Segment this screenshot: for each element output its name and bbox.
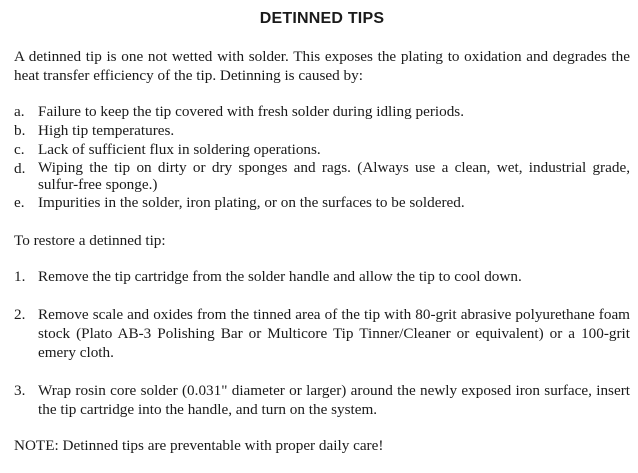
steps-list xyxy=(14,267,630,419)
causes-list xyxy=(14,102,630,212)
intro-paragraph: A detinned tip is one not wetted with solder. This exposes the plating to oxidation and degrades the heat transfer efficiency of the tip. Detinning is caused by: xyxy=(14,48,630,84)
step-item xyxy=(14,381,630,419)
list-item xyxy=(14,140,630,159)
page-title: DETINNED TIPS xyxy=(259,10,385,27)
list-item-text: High tip temperatures. xyxy=(38,122,175,139)
step-text: Remove scale and oxides from the tinned area of the tip with 80-grit abrasive polyurethane foam stock (Plato AB-3 Polishing Bar or Multicore Tip Tinner/Cleaner or equivalent) or a 100-grit emery cloth. xyxy=(38,306,630,361)
note-text: NOTE: Detinned tips are preventable with proper daily care! xyxy=(14,437,384,454)
list-item-text: Impurities in the solder, iron plating, or on the surfaces to be soldered. xyxy=(38,194,465,211)
list-item-text: Lack of sufficient flux in soldering operations. xyxy=(38,141,321,158)
list-marker: b. xyxy=(14,122,26,139)
list-marker: c. xyxy=(14,141,25,158)
step-item xyxy=(14,305,630,362)
step-item xyxy=(14,267,630,286)
step-number: 2. xyxy=(14,306,26,323)
step-number: 3. xyxy=(14,382,26,399)
list-marker: d. xyxy=(14,160,26,177)
restore-heading: To restore a detinned tip: xyxy=(14,232,166,249)
step-number: 1. xyxy=(14,268,26,285)
list-item-text: Failure to keep the tip covered with fresh solder during idling periods. xyxy=(38,103,464,120)
list-item xyxy=(14,102,630,121)
list-marker: e. xyxy=(14,194,25,211)
step-text: Wrap rosin core solder (0.031" diameter or larger) around the newly exposed iron surface, insert the tip cartridge into the handle, and turn on the system. xyxy=(38,382,630,418)
list-item xyxy=(14,193,630,212)
list-item-text: Wiping the tip on dirty or dry sponges and rags. (Always use a clean, wet, industrial grade, sulfur-free sponge.) xyxy=(38,159,630,193)
list-marker: a. xyxy=(14,103,25,120)
step-text: Remove the tip cartridge from the solder handle and allow the tip to cool down. xyxy=(38,268,522,285)
list-item xyxy=(14,121,630,140)
list-item xyxy=(14,159,630,193)
